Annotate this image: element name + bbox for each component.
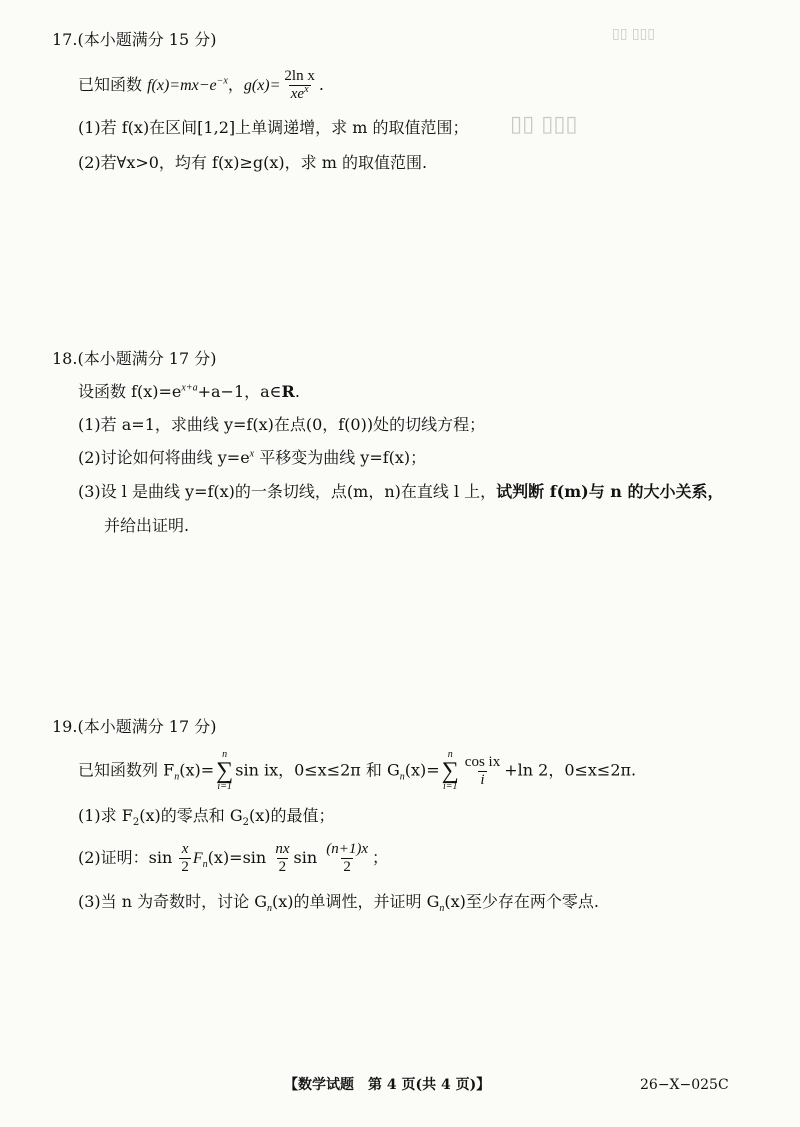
- q18-title: 18.(本小题满分 17 分): [52, 349, 217, 368]
- q18-part3-b: 试判断 f(m)与 n 的大小关系，: [496, 482, 724, 501]
- q17-g-num: 2ln x: [284, 68, 315, 84]
- q19-part1: [78, 806, 335, 829]
- q19-sub-n-2: n: [399, 771, 405, 783]
- q18-stem-exp: x+a: [181, 382, 198, 394]
- q19-part2-c: (x)=sin: [207, 848, 272, 867]
- q19-stem-b: (x)=: [179, 760, 215, 780]
- q17-sep: ，: [227, 75, 244, 94]
- q19-stem-e: +ln 2，0≤x≤2π.: [504, 760, 637, 780]
- q19-part2-frac1: [179, 841, 191, 876]
- q19-part2-e: ；: [371, 848, 388, 867]
- q19-sum2-top: n: [447, 749, 453, 760]
- q18-part3: [78, 482, 723, 502]
- q17-f-def: f(x)=mx−e: [147, 77, 217, 94]
- bleed-through-mark: ▯▯ ▯▯▯: [510, 112, 578, 137]
- q19-stem-a: 已知函数列 F: [78, 760, 175, 780]
- q19-part3-a: (3)当 n 为奇数时，讨论 G: [78, 892, 268, 911]
- q19-sum-2: [442, 750, 459, 792]
- q18-part3-cont: 并给出证明.: [104, 516, 190, 535]
- q17-part1: (1)若 f(x)在区间[1,2]上单调递增，求 m 的取值范围；: [78, 118, 469, 137]
- q19-part3-sub-n: n: [267, 903, 273, 915]
- q19-sub-n: n: [174, 771, 180, 783]
- q19-part3-sub-n-2: n: [439, 903, 445, 915]
- q19-part2-f1-den: 2: [181, 859, 189, 875]
- q19-sum2-bot: i=1: [442, 781, 458, 792]
- q19-stem-c: sin ix，0≤x≤2π 和 G: [235, 760, 400, 780]
- q19-part2-f2-num: nx: [275, 841, 290, 857]
- q18-part2-exp: x: [249, 448, 255, 460]
- q19-part1-sub2: 2: [242, 817, 249, 829]
- footer-code: 26−X−025C: [640, 1077, 729, 1093]
- q17-g-def: g(x)=: [243, 77, 281, 94]
- q19-sum2-sigma: ∑: [441, 758, 459, 784]
- q19-part3-b: (x)的单调性，并证明 G: [272, 892, 440, 911]
- q19-part1-c: (x)的最值；: [249, 806, 335, 825]
- q19-stem-d: (x)=: [404, 760, 440, 780]
- q19-frac-den: i: [480, 771, 485, 788]
- q19-part2-d: sin: [293, 848, 323, 867]
- q19-part2: [78, 840, 388, 877]
- q18-part2-a: (2)讨论如何将曲线 y=e: [78, 448, 250, 467]
- q18-part1: (1)若 a=1，求曲线 y=f(x)在点(0，f(0))处的切线方程；: [78, 415, 486, 434]
- q19-title: 19.(本小题满分 17 分): [52, 717, 217, 736]
- q17-part2: (2)若∀x>0，均有 f(x)≥g(x)，求 m 的取值范围.: [78, 153, 428, 172]
- q19-sum-1: [216, 750, 233, 792]
- q19-stem: [78, 750, 636, 792]
- q17-title: 17.(本小题满分 15 分): [52, 30, 217, 49]
- q19-frac-num: cos ix: [464, 753, 501, 770]
- q19-part2-f3-num: (n+1)x: [326, 841, 368, 857]
- q17-stem-end: .: [318, 75, 324, 94]
- q18-part3-a: (3)设 l 是曲线 y=f(x)的一条切线，点(m，n)在直线 l 上，: [78, 482, 497, 501]
- q18-part2-b: 平移变为曲线 y=f(x)；: [254, 448, 427, 467]
- q19-part2-f1-num: x: [181, 841, 189, 857]
- q19-part2-frac2: [273, 841, 291, 876]
- q19-part2-f3-den: 2: [343, 859, 351, 875]
- q18-stem: [78, 382, 300, 402]
- footer-page-label: 【数学试题 第 4 页(共 4 页)】: [284, 1077, 491, 1093]
- q17-stem-prefix: 已知函数: [78, 75, 148, 94]
- q18-stem-b: +a−1，a∈: [197, 382, 282, 401]
- q19-part2-sub-n: n: [202, 859, 208, 871]
- q17-g-fraction: [282, 68, 316, 103]
- q19-part3-c: (x)至少存在两个零点.: [444, 892, 600, 911]
- bleed-through-mark: ▯▯ ▯▯▯: [612, 26, 655, 42]
- q18-part2: [78, 448, 426, 468]
- q19-part2-a: (2)证明：sin: [78, 848, 178, 867]
- q17-f-exp: −x: [216, 75, 228, 87]
- q19-sum1-bot: i=1: [217, 781, 232, 792]
- q17-g-den: [289, 85, 311, 103]
- q19-part1-a: (1)求 F: [78, 806, 133, 825]
- q19-part2-b: F: [192, 850, 203, 867]
- q19-part1-sub1: 2: [132, 817, 140, 829]
- q17-g-den-base: xe: [290, 86, 305, 102]
- q18-stem-R: R: [281, 382, 295, 401]
- q19-part1-b: (x)的零点和 G: [139, 806, 243, 825]
- q19-sum1-sigma: ∑: [216, 758, 234, 784]
- q18-stem-end: .: [294, 382, 300, 401]
- q19-sum1-top: n: [222, 749, 228, 760]
- q18-stem-a: 设函数 f(x)=e: [78, 382, 182, 401]
- q19-cos-fraction: [463, 754, 502, 789]
- q17-stem: [78, 68, 324, 103]
- q19-part2-frac3: [324, 841, 370, 876]
- q17-g-den-exp: x: [304, 84, 309, 95]
- q19-part3: [78, 892, 600, 915]
- q19-part2-f2-den: 2: [278, 859, 287, 875]
